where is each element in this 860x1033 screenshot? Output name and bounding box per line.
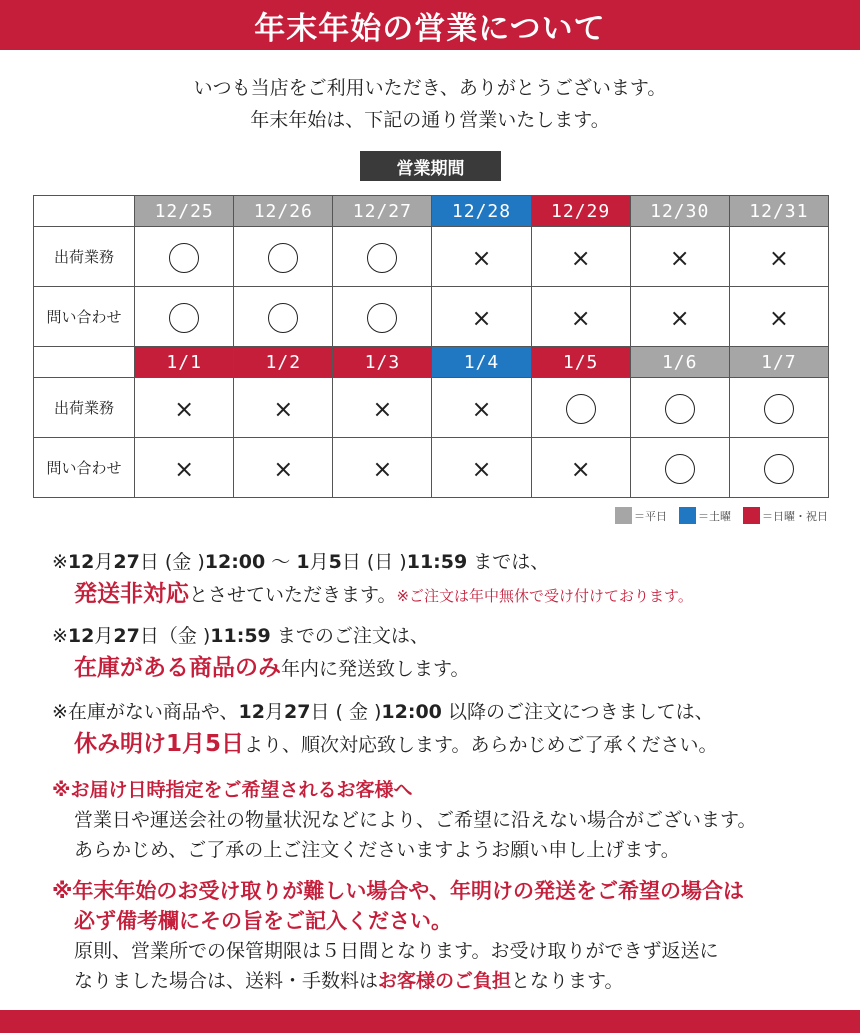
cross-icon: × xyxy=(768,304,789,332)
note-3-text: 月 xyxy=(265,701,285,723)
status-cell xyxy=(630,378,729,438)
cross-icon: × xyxy=(669,304,690,332)
status-cell xyxy=(531,438,630,498)
open-circle-icon xyxy=(268,303,298,333)
date-cell: 1/7 xyxy=(729,347,828,378)
open-circle-icon xyxy=(566,394,596,424)
status-cell xyxy=(234,438,333,498)
intro-text xyxy=(0,72,860,136)
note-1-line-1 xyxy=(52,547,693,577)
status-cell xyxy=(630,287,729,347)
note-2-text: 年内に発送致します。 xyxy=(281,658,470,680)
note-1-day: 27 xyxy=(113,551,140,573)
note-delivery-date xyxy=(52,775,756,865)
cross-icon: × xyxy=(471,304,492,332)
open-circle-icon xyxy=(367,303,397,333)
open-circle-icon xyxy=(665,394,695,424)
cross-icon: × xyxy=(471,244,492,272)
row-label: 問い合わせ xyxy=(34,438,135,498)
status-cell xyxy=(630,227,729,287)
row-label: 問い合わせ xyxy=(34,287,135,347)
corner-cell xyxy=(34,196,135,227)
status-cell xyxy=(135,287,234,347)
table-row xyxy=(34,287,829,347)
note-2-text: 日（金 ) xyxy=(139,625,211,647)
open-circle-icon xyxy=(665,454,695,484)
page-title: 年末年始の営業について xyxy=(254,10,606,47)
status-cell xyxy=(531,227,630,287)
date-header-row xyxy=(34,347,829,378)
cross-icon: × xyxy=(570,244,591,272)
status-cell xyxy=(333,378,432,438)
legend xyxy=(603,507,828,524)
note-4-line-1: 営業日や運送会社の物量状況などにより、ご希望に沿えない場合がございます。 xyxy=(74,809,757,831)
date-cell: 1/5 xyxy=(531,347,630,378)
date-cell: 1/4 xyxy=(432,347,531,378)
schedule-table xyxy=(33,195,829,498)
legend-saturday-label: ＝土曜 xyxy=(698,509,731,523)
note-in-stock-only xyxy=(52,621,469,684)
note-3-text: ※在庫がない商品や、 xyxy=(52,701,239,723)
date-cell: 12/25 xyxy=(135,196,234,227)
note-3-month: 12 xyxy=(238,701,265,723)
corner-cell xyxy=(34,347,135,378)
date-cell: 12/27 xyxy=(333,196,432,227)
note-shipping-suspension xyxy=(52,547,693,611)
status-cell xyxy=(234,227,333,287)
table-row xyxy=(34,227,829,287)
date-cell: 12/28 xyxy=(432,196,531,227)
cross-icon: × xyxy=(372,395,393,423)
note-2-month: 12 xyxy=(67,625,95,647)
open-circle-icon xyxy=(764,394,794,424)
note-5-text: なりました場合は、送料・手数料は xyxy=(74,970,379,992)
note-2-line-1 xyxy=(52,621,469,651)
note-1-time: 12:00 xyxy=(204,551,266,573)
note-2-text: 月 xyxy=(94,625,114,647)
status-cell xyxy=(135,378,234,438)
date-header-row xyxy=(34,196,829,227)
status-cell xyxy=(333,227,432,287)
status-cell xyxy=(729,378,828,438)
note-5-text: となります。 xyxy=(511,970,624,992)
status-cell xyxy=(432,287,531,347)
cross-icon: × xyxy=(471,455,492,483)
status-cell xyxy=(729,227,828,287)
status-cell xyxy=(333,438,432,498)
note-1-month: 1 xyxy=(296,551,310,573)
note-1-text: 日 (金 ) xyxy=(139,551,205,573)
row-label: 出荷業務 xyxy=(34,378,135,438)
note-2-prefix: ※ xyxy=(52,625,68,647)
date-cell: 12/31 xyxy=(729,196,828,227)
note-4-line-2: あらかじめ、ご了承の上ご注文くださいますようお願い申し上げます。 xyxy=(74,839,680,861)
legend-holiday-swatch xyxy=(743,507,760,524)
note-3-day: 27 xyxy=(284,701,311,723)
note-3-time: 12:00 xyxy=(381,701,442,723)
note-3-text: 日 ( 金 ) xyxy=(310,701,382,723)
table-row xyxy=(34,378,829,438)
status-cell xyxy=(630,438,729,498)
status-cell xyxy=(432,227,531,287)
date-cell: 1/3 xyxy=(333,347,432,378)
note-1-prefix: ※ xyxy=(52,551,68,573)
note-1-text: とさせていただきます。 xyxy=(189,584,397,606)
cross-icon: × xyxy=(570,304,591,332)
row-label: 出荷業務 xyxy=(34,227,135,287)
note-1-line-2 xyxy=(52,579,693,611)
header-bar xyxy=(0,0,860,50)
open-circle-icon xyxy=(169,303,199,333)
legend-saturday-swatch xyxy=(679,507,696,524)
table-row xyxy=(34,438,829,498)
status-cell xyxy=(135,438,234,498)
note-2-time: 11:59 xyxy=(210,625,271,647)
date-cell: 1/1 xyxy=(135,347,234,378)
status-cell xyxy=(729,438,828,498)
note-1-month: 12 xyxy=(67,551,95,573)
open-circle-icon xyxy=(268,243,298,273)
status-cell xyxy=(234,287,333,347)
date-cell: 1/2 xyxy=(234,347,333,378)
cross-icon: × xyxy=(768,244,789,272)
cross-icon: × xyxy=(669,244,690,272)
note-1-emphasis: 発送非対応 xyxy=(74,581,189,607)
note-out-of-stock xyxy=(52,697,718,760)
intro-line-2: 年末年始は、下記の通り営業いたします。 xyxy=(250,109,610,131)
cross-icon: × xyxy=(570,455,591,483)
open-circle-icon xyxy=(169,243,199,273)
status-cell xyxy=(432,378,531,438)
note-3-line-2 xyxy=(52,729,718,760)
note-1-small-note: ※ご注文は年中無休で受け付けております。 xyxy=(396,587,693,605)
status-cell xyxy=(234,378,333,438)
note-2-day: 27 xyxy=(113,625,140,647)
note-5-emphasis: お客様のご負担 xyxy=(378,970,512,992)
cross-icon: × xyxy=(174,455,195,483)
status-cell xyxy=(531,287,630,347)
status-cell xyxy=(135,227,234,287)
open-circle-icon xyxy=(764,454,794,484)
note-1-text: までは、 xyxy=(467,551,550,573)
date-cell: 1/6 xyxy=(630,347,729,378)
note-3-line-1 xyxy=(52,697,718,727)
note-4-title: ※お届け日時指定をご希望されるお客様へ xyxy=(52,779,413,801)
business-period-label: 営業期間 xyxy=(360,151,501,181)
note-5-title-1: ※年末年始のお受け取りが難しい場合や、年明けの発送をご希望の場合は xyxy=(52,879,744,903)
intro-line-1: いつも当店をご利用いただき、ありがとうございます。 xyxy=(193,77,667,99)
cross-icon: × xyxy=(372,455,393,483)
note-2-line-2 xyxy=(52,653,469,684)
cross-icon: × xyxy=(471,395,492,423)
note-3-emphasis: 休み明け1月5日 xyxy=(74,731,245,757)
cross-icon: × xyxy=(273,455,294,483)
status-cell xyxy=(729,287,828,347)
note-3-text: 以降のご注文につきましては、 xyxy=(441,701,714,723)
date-cell: 12/26 xyxy=(234,196,333,227)
date-cell: 12/29 xyxy=(531,196,630,227)
note-5-title-2: 必ず備考欄にその旨をご記入ください。 xyxy=(74,909,452,933)
open-circle-icon xyxy=(367,243,397,273)
date-cell: 12/30 xyxy=(630,196,729,227)
footer-bar xyxy=(0,1010,860,1033)
note-remarks xyxy=(52,876,744,996)
note-1-text: ～ xyxy=(265,551,297,573)
note-1-text: 日 (日 ) xyxy=(341,551,407,573)
note-2-emphasis: 在庫がある商品のみ xyxy=(74,655,281,681)
status-cell xyxy=(432,438,531,498)
note-1-day: 5 xyxy=(328,551,342,573)
cross-icon: × xyxy=(273,395,294,423)
status-cell xyxy=(531,378,630,438)
note-2-text: までのご注文は、 xyxy=(270,625,429,647)
cross-icon: × xyxy=(174,395,195,423)
legend-weekday-swatch xyxy=(615,507,632,524)
note-3-text: より、順次対応致します。あらかじめご了承ください。 xyxy=(244,734,718,756)
legend-holiday-label: ＝日曜・祝日 xyxy=(762,509,828,523)
note-1-text: 月 xyxy=(309,551,329,573)
note-5-line-1: 原則、営業所での保管期限は５日間となります。お受け取りができず返送に xyxy=(74,940,719,962)
status-cell xyxy=(333,287,432,347)
note-5-line-2 xyxy=(52,966,744,996)
note-1-time: 11:59 xyxy=(406,551,468,573)
legend-weekday-label: ＝平日 xyxy=(634,509,667,523)
note-1-text: 月 xyxy=(94,551,114,573)
